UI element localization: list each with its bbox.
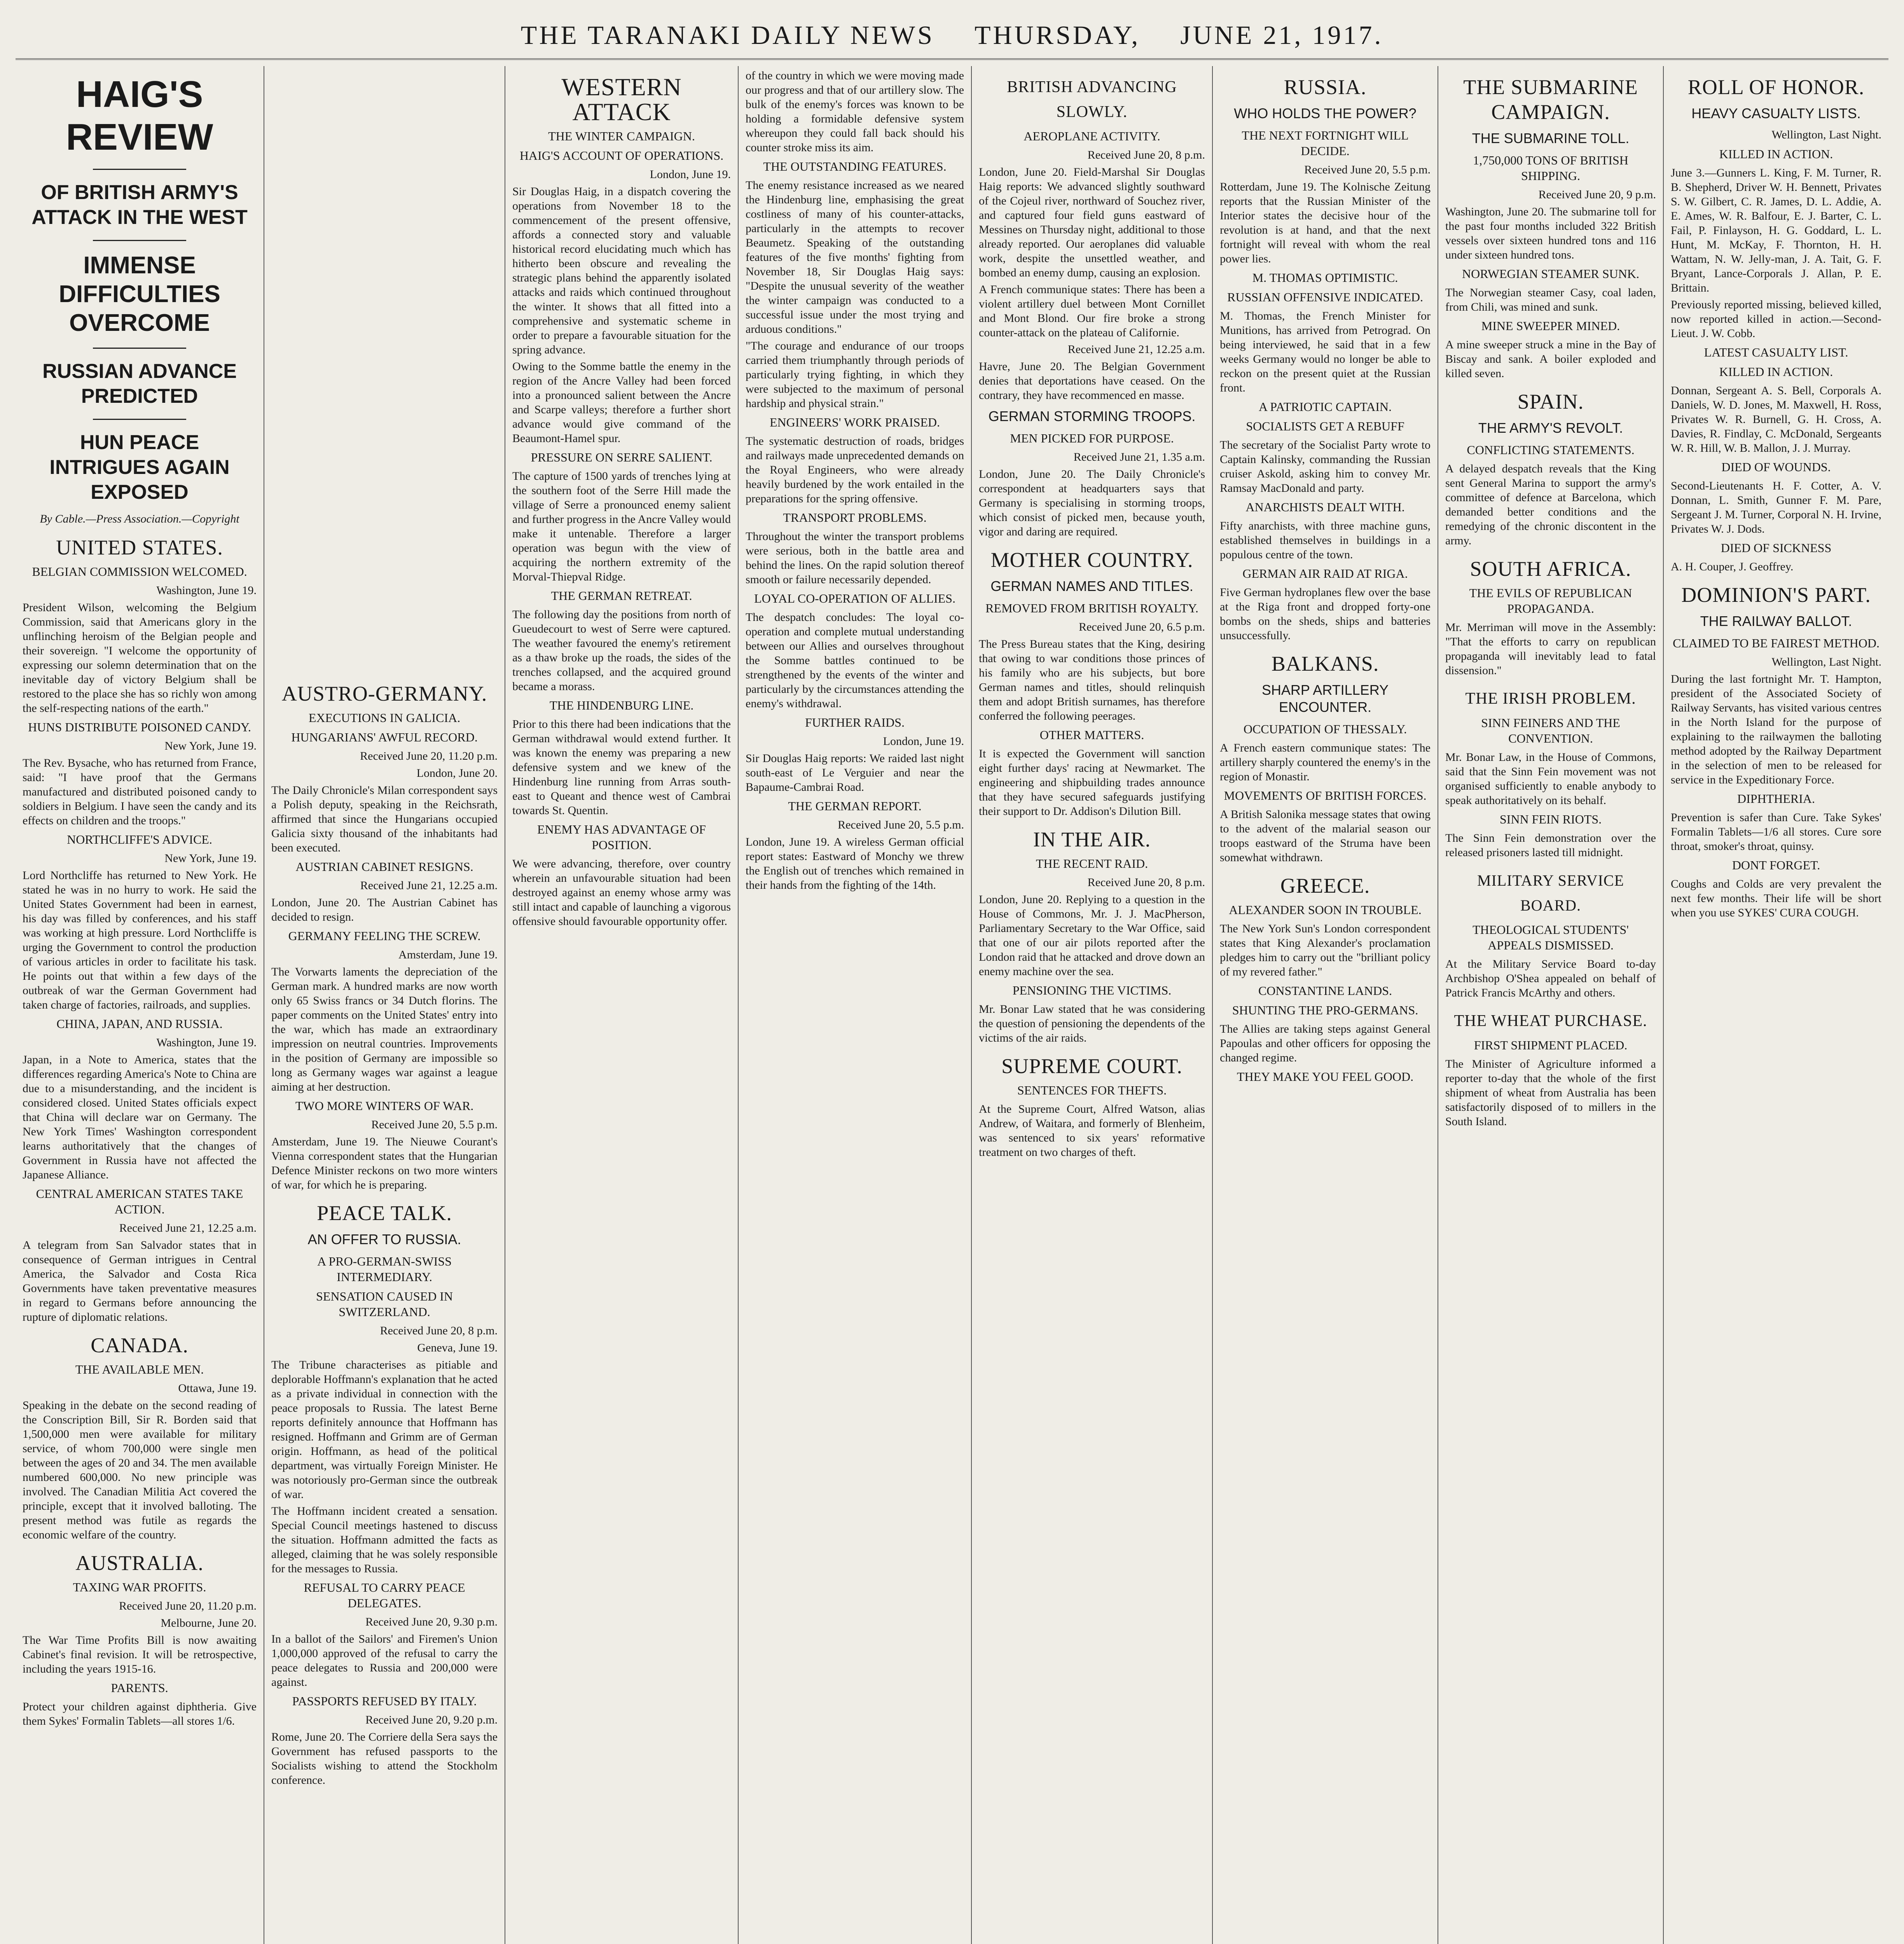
article-body: The Norwegian steamer Casy, coal laden, from Chili, was mined and sunk. bbox=[1445, 286, 1656, 313]
dateline: Received June 20, 8 p.m. bbox=[380, 1324, 498, 1337]
article-body: The Daily Chronicle's Milan correspondent says a Polish deputy, speaking in the Reichsrath, affirmed that since the Hungarians occupied Galicia sixty thousand of the inhabitants had been executed. bbox=[271, 784, 498, 854]
section-wheat-purchase: THE WHEAT PURCHASE. bbox=[1454, 1012, 1647, 1030]
section-austro-germany: AUSTRO-GERMANY. bbox=[281, 682, 487, 705]
subhead: THE EVILS OF REPUBLICAN PROPAGANDA. bbox=[1469, 586, 1632, 615]
subhead: ENEMY HAS ADVANTAGE OF POSITION. bbox=[537, 822, 706, 852]
subhead: NORTHCLIFFE'S ADVICE. bbox=[67, 832, 212, 846]
article-body: "The courage and endurance of our troops carried them triumphantly through periods of particularly trying fighting, in which they were subjected to the maximum of personal hardship and physical strain." bbox=[746, 339, 964, 410]
subhead: MEN PICKED FOR PURPOSE. bbox=[1010, 431, 1174, 445]
subhead: HUNGARIANS' AWFUL RECORD. bbox=[291, 730, 478, 744]
subhead: THE ARMY'S REVOLT. bbox=[1478, 420, 1623, 436]
subhead: TAXING WAR PROFITS. bbox=[73, 1580, 206, 1594]
section-western-attack: WESTERN ATTACK bbox=[561, 73, 682, 126]
subhead: THEY MAKE YOU FEEL GOOD. bbox=[1237, 1070, 1414, 1084]
subhead: M. THOMAS OPTIMISTIC. bbox=[1252, 271, 1398, 285]
section-roll-of-honor: ROLL OF HONOR. bbox=[1687, 75, 1865, 99]
article-body: Owing to the Somme battle the enemy in the region of the Ancre Valley had been forced into a pronounced salient between the Ancre and Scarpe valleys; therefore a further short advance would give command of the Beaumont-Hamel spur. bbox=[512, 360, 731, 445]
subhead: ENGINEERS' WORK PRAISED. bbox=[769, 415, 940, 429]
article-body: The Sinn Fein demonstration over the released prisoners lasted till midnight. bbox=[1445, 832, 1656, 859]
article-body: of the country in which we were moving made our progress and that of our artillery slow. The bulk of the enemy's forces was known to be holding a formidable defensive system whereupon they could fall back should his counter stroke miss its aim. bbox=[746, 69, 964, 154]
headline-hun-peace-intrigues: HUN PEACE INTRIGUES AGAIN EXPOSED bbox=[49, 431, 230, 503]
section-dominions-part: DOMINION'S PART. bbox=[1681, 583, 1871, 607]
subhead: GERMAN NAMES AND TITLES. bbox=[990, 578, 1193, 594]
section-canada: CANADA. bbox=[91, 1334, 189, 1357]
advertisement: Protect your children against diphtheria. Give them Sykes' Formalin Tablets—all stores 1/6. bbox=[23, 1700, 257, 1727]
subhead: DIPHTHERIA. bbox=[1737, 792, 1815, 806]
article-body: Fifty anarchists, with three machine guns, established themselves in buildings in a populous centre of the town. bbox=[1220, 519, 1431, 561]
subhead: THE RECENT RAID. bbox=[1036, 857, 1148, 871]
casualty-list: Donnan, Sergeant A. S. Bell, Corporals A. Daniels, W. D. Jones, M. Maxwell, H. Ross, Privates W. R. Burnell, G. H. Cross, A. Davies, R. Findlay, C. McDonald, Sergeants W. R. Hill, W. B. Mallon, J. J. Murray. bbox=[1671, 384, 1881, 455]
article-body: London, June 20. Replying to a question in the House of Commons, Mr. J. J. MacPherson, Parliamentary Secretary to the War Office, said that one of our air pilots reported after the London raid that he attacked and drove down an enemy machine over the sea. bbox=[979, 893, 1205, 978]
section-russia: RUSSIA. bbox=[1284, 75, 1367, 99]
article-body: The War Time Profits Bill is now awaiting Cabinet's final revision. It will be retrospective, including the years 1915-16. bbox=[23, 1634, 257, 1675]
subhead: NORWEGIAN STEAMER SUNK. bbox=[1462, 267, 1639, 281]
article-body: Mr. Merriman will move in the Assembly: "That the efforts to carry on republican propaganda will inevitably lead to fatal dissension." bbox=[1445, 621, 1656, 677]
dateline: Wellington, Last Night. bbox=[1771, 128, 1881, 141]
dateline: New York, June 19. bbox=[164, 852, 257, 865]
dateline: Received June 20, 9.20 p.m. bbox=[365, 1713, 498, 1726]
article-body: A French communique states: There has been a violent artillery duel between Mont Cornillet and Mont Blond. Our fire broke a strong counter-attack on the plateau of Californie. bbox=[979, 283, 1205, 339]
article-body: Mr. Bonar Law, in the House of Commons, said that the Sinn Fein movement was not organised sufficiently to enable anybody to speak authoritatively on its behalf. bbox=[1445, 751, 1656, 807]
section-british-advancing: BRITISH ADVANCING SLOWLY. bbox=[1007, 78, 1177, 121]
article-body: The capture of 1500 yards of trenches lying at the southern foot of the Serre Hill made the village of Serre a pronounced enemy salient and further progress in the Ancre Valley would make it untenable. Therefore a larger operation was begun with the view of acquiring the northern extremity of the Morval-Thiepval Ridge. bbox=[512, 470, 731, 583]
dateline: Received June 21, 12.25 a.m. bbox=[360, 879, 498, 892]
casualty-list: Second-Lieutenants H. F. Cotter, A. V. Donnan, L. Smith, Gunner F. M. Pare, Sergeant J. M. Turner, Corporal N. H. Irvine, Privates W. J. Dods. bbox=[1671, 479, 1881, 535]
section-in-the-air: IN THE AIR. bbox=[1033, 828, 1151, 851]
subhead: A PRO-GERMAN-SWISS INTERMEDIARY. bbox=[317, 1254, 452, 1284]
page-columns bbox=[16, 66, 1888, 1944]
dateline: Received June 20, 9.30 p.m. bbox=[365, 1615, 498, 1628]
subhead: BELGIAN COMMISSION WELCOMED. bbox=[32, 565, 247, 579]
article-body: The New York Sun's London correspondent states that King Alexander's proclamation pledges him to carry out the "brilliant policy of my revered father." bbox=[1220, 922, 1431, 978]
column-7 bbox=[1438, 66, 1664, 1944]
subhead: LOYAL CO-OPERATION OF ALLIES. bbox=[754, 591, 955, 605]
dateline: Received June 20, 11.20 p.m. bbox=[119, 1600, 257, 1612]
subhead: SHUNTING THE PRO-GERMANS. bbox=[1232, 1003, 1418, 1017]
article-body: London, June 20. Field-Marshal Sir Douglas Haig reports: We advanced slightly southward of the Cojeul river, northward of Souchez river, and captured four field guns eastward of Messines on Thursday night, additional to those already reported. Our aeroplanes did valuable work, despite the unsettled weather, and bombed an enemy dump, causing an explosion. bbox=[979, 166, 1205, 279]
subhead: OCCUPATION OF THESSALY. bbox=[1243, 722, 1407, 736]
article-body: In a ballot of the Sailors' and Firemen's Union 1,000,000 approved of the refusal to carry the peace delegates to Russia and 200,000 were against. bbox=[271, 1633, 498, 1689]
article-body: During the last fortnight Mr. T. Hampton, president of the Associated Society of Railway Servants, has visited various centres in the North Island for the purpose of explaining to the railwaymen the balloting method adopted by the Railway Department in the selection of men to be released for service in the Expeditionary Force. bbox=[1671, 673, 1881, 786]
subhead: SENTENCES FOR THEFTS. bbox=[1017, 1083, 1167, 1097]
article-body: We were advancing, therefore, over country wherein an unfavourable situation had been destroyed against an enemy whose army was still intact and capable of launching a vigorous offensive should favourable opportunity offer. bbox=[512, 857, 731, 928]
subhead: THE GERMAN REPORT. bbox=[788, 799, 922, 813]
subhead: GERMAN STORMING TROOPS. bbox=[988, 408, 1196, 424]
subhead: RUSSIAN OFFENSIVE INDICATED. bbox=[1227, 290, 1424, 304]
subhead: 1,750,000 TONS OF BRITISH SHIPPING. bbox=[1473, 153, 1628, 183]
subhead: CONFLICTING STATEMENTS. bbox=[1467, 443, 1635, 457]
issue-day: THURSDAY, bbox=[974, 20, 1141, 50]
section-military-service-board: MILITARY SERVICE BOARD. bbox=[1477, 872, 1625, 914]
dateline: Geneva, June 19. bbox=[417, 1341, 498, 1354]
article-body: The Press Bureau states that the King, desiring that owing to war conditions those princes of his family who are his subjects, but bore German names and titles, should relinquish them and adopt British surnames, has therefore conferred the following peerages. bbox=[979, 638, 1205, 722]
dateline: Received June 21, 1.35 a.m. bbox=[1073, 451, 1205, 463]
article-body: The Vorwarts laments the depreciation of the German mark. A hundred marks are now worth only 65 Swiss francs or 34 Dutch florins. The paper comments on the United States' entry into the war, which has made an extraordinary impression on neutral countries. Improvements in the position of Germany are impossible so long as Germany wages war against a league aiming at her destruction. bbox=[271, 965, 498, 1093]
article-body: A telegram from San Salvador states that in consequence of German intrigues in Central America, the Salvador and Costa Rica Governments have taken preventative measures in regard to Germans before announcing the rupture of diplomatic relations. bbox=[23, 1239, 257, 1323]
subhead: CONSTANTINE LANDS. bbox=[1258, 984, 1392, 998]
section-balkans: BALKANS. bbox=[1271, 652, 1379, 675]
subhead: KILLED IN ACTION. bbox=[1719, 365, 1833, 379]
dateline: Ottawa, June 19. bbox=[178, 1382, 257, 1395]
subhead: THE WINTER CAMPAIGN. bbox=[548, 129, 695, 143]
column-5 bbox=[972, 66, 1213, 1944]
article-body: M. Thomas, the French Minister for Munitions, has arrived from Petrograd. On being interviewed, he said that in a few weeks Germany would no longer be able to reckon on the present quiet at the Russian front. bbox=[1220, 309, 1431, 394]
article-body: Havre, June 20. The Belgian Government denies that deportations have ceased. On the contrary, they have recommenced en masse. bbox=[979, 360, 1205, 402]
article-body: A delayed despatch reveals that the King sent General Marina to support the army's committee of defence at Barcelona, which demanded better conditions and the remedying of the chronic discontent in the army. bbox=[1445, 462, 1656, 547]
dateline: Wellington, Last Night. bbox=[1771, 656, 1881, 668]
article-body: Rotterdam, June 19. The Kolnische Zeitung reports that the Russian Minister of the Interior states the decisive hour of the revolution is at hand, and that the next fortnight will reveal with whom the real power lies. bbox=[1220, 180, 1431, 265]
subhead: TWO MORE WINTERS OF WAR. bbox=[295, 1099, 474, 1113]
subhead: OTHER MATTERS. bbox=[1039, 728, 1144, 742]
article-body: The Hoffmann incident created a sensation. Special Council meetings hastened to discuss the situation. Hoffmann admitted the facts as alleged, claiming that he was solely responsible for the messages to Russia. bbox=[271, 1505, 498, 1575]
article-body: It is expected the Government will sanction eight further days' racing at Newmarket. The engineering and shipbuilding trades announce that they have secured safeguards justifying their support to Dr. Addison's Dilution Bill. bbox=[979, 747, 1205, 818]
dateline: Received June 20, 8 p.m. bbox=[1087, 149, 1205, 161]
subhead: THE SUBMARINE TOLL. bbox=[1472, 130, 1630, 146]
subhead: HUNS DISTRIBUTE POISONED CANDY. bbox=[28, 720, 251, 734]
article-body: The enemy resistance increased as we neared the Hindenburg line, emphasising the great costliness of many of his counter-attacks, particularly in the attempts to recover Beaumetz. Speaking of the outstanding features of the five months' fighting from November 18, Sir Douglas Haig says: "Despite the unusual severity of the weather the winter campaign was conducted to a successful issue under the most trying and arduous conditions." bbox=[746, 179, 964, 336]
headline-difficulties-overcome: IMMENSE DIFFICULTIES OVERCOME bbox=[59, 252, 220, 336]
dateline: London, June 19. bbox=[883, 735, 964, 748]
advertisement: Prevention is safer than Cure. Take Sykes' Formalin Tablets—1/6 all stores. Cure sore throat, smoker's throat, quinsy. bbox=[1671, 811, 1881, 853]
subhead: SOCIALISTS GET A REBUFF bbox=[1246, 419, 1404, 433]
article-body: President Wilson, welcoming the Belgium Commission, said that Americans glory in the unflinching heroism of the Belgian people and their sovereign. "I welcome the opportunity of expressing our solemn determination that on the inevitable day of victory Belgium shall be restored to the place she has so richly won among the self-respecting nations of the earth." bbox=[23, 601, 257, 715]
dateline: Received June 20, 11.20 p.m. bbox=[360, 750, 498, 762]
subhead: PENSIONING THE VICTIMS. bbox=[1012, 983, 1172, 997]
subhead: HEAVY CASUALTY LISTS. bbox=[1691, 105, 1861, 121]
article-body: Japan, in a Note to America, states that the differences regarding America's Note to China are due to a misunderstanding, and the incident is considered closed. United States officials expect that China will declare war on Germany. The New York Times' Washington correspondent learns authoritatively that the changes of Government in Russia have not affected the Japanese Alliance. bbox=[23, 1053, 257, 1181]
article-body: Sir Douglas Haig reports: We raided last night south-east of Le Verguier and near the Bapaume-Cambrai Road. bbox=[746, 752, 964, 794]
subhead: DONT FORGET. bbox=[1732, 858, 1820, 872]
subhead: CLAIMED TO BE FAIREST METHOD. bbox=[1673, 636, 1880, 650]
subhead: DIED OF WOUNDS. bbox=[1721, 460, 1831, 474]
subhead: THE HINDENBURG LINE. bbox=[549, 698, 694, 712]
column-6 bbox=[1213, 66, 1438, 1944]
section-united-states: UNITED STATES. bbox=[56, 536, 223, 559]
article-body: A French eastern communique states: The artillery sharply countered the enemy's in the region of Monastir. bbox=[1220, 741, 1431, 783]
subhead: PARENTS. bbox=[111, 1681, 168, 1695]
section-submarine-campaign: THE SUBMARINE CAMPAIGN. bbox=[1463, 75, 1638, 124]
article-body: Five German hydroplanes flew over the base at the Riga front and dropped forty-one bombs on the sheds, ships and batteries unsuccessfully. bbox=[1220, 586, 1431, 642]
subhead: WHO HOLDS THE POWER? bbox=[1234, 105, 1417, 121]
subhead: PASSPORTS REFUSED BY ITALY. bbox=[292, 1694, 477, 1708]
column-4 bbox=[739, 66, 972, 1944]
subhead: KILLED IN ACTION. bbox=[1719, 147, 1833, 161]
subhead: HAIG'S ACCOUNT OF OPERATIONS. bbox=[519, 149, 724, 163]
subhead: SHARP ARTILLERY ENCOUNTER. bbox=[1261, 682, 1389, 715]
article-body: At the Supreme Court, Alfred Watson, alias Andrew, of Waitara, and formerly of Blenheim, was sentenced to six years' reformative treatment on two charges of theft. bbox=[979, 1103, 1205, 1159]
masthead bbox=[16, 12, 1888, 60]
article-body: The following day the positions from north of Gueudecourt to west of Serre were captured. The weather favoured the enemy's retirement as a thaw broke up the roads, the sides of the trenches collapsed, and the acquired ground became a morass. bbox=[512, 608, 731, 693]
subhead: MINE SWEEPER MINED. bbox=[1481, 319, 1620, 333]
subhead: FIRST SHIPMENT PLACED. bbox=[1474, 1038, 1628, 1052]
advertisement: Coughs and Colds are very prevalent the next few months. Their life will be short when you use SYKES' CURA COUGH. bbox=[1671, 878, 1881, 919]
casualty-list: June 3.—Gunners L. King, F. M. Turner, R. B. Shepherd, Driver W. H. Bennett, Privates S. W. Gilbert, C. R. James, D. L. Addie, A. E. Ames, W. R. Balfour, E. J. Barter, C. L. Fail, P. Finlayson, H. G. Goddard, L. L. Hunt, M. McKay, F. Thornton, H. H. Wattam, N. W. Jelly-man, J. A. Tait, G. F. Bryant, Lance-Corporals J. Allan, P. E. Brittain. bbox=[1671, 166, 1881, 294]
dateline: Received June 21, 12.25 a.m. bbox=[119, 1222, 257, 1234]
article-body: Washington, June 20. The submarine toll for the past four months included 322 British vessels over sixteen hundred tons and 116 under sixteen hundred tons. bbox=[1445, 205, 1656, 261]
subhead: LATEST CASUALTY LIST. bbox=[1704, 345, 1848, 359]
section-mother-country: MOTHER COUNTRY. bbox=[990, 548, 1193, 572]
dateline: Received June 20, 6.5 p.m. bbox=[1079, 621, 1205, 633]
section-irish-problem: THE IRISH PROBLEM. bbox=[1465, 690, 1636, 708]
subhead: GERMAN AIR RAID AT RIGA. bbox=[1242, 566, 1408, 580]
casualty-list: A. H. Couper, J. Geoffrey. bbox=[1671, 560, 1794, 573]
subhead: AN OFFER TO RUSSIA. bbox=[307, 1231, 461, 1247]
subhead: THE NEXT FORTNIGHT WILL DECIDE. bbox=[1242, 128, 1409, 158]
article-body: The systematic destruction of roads, bridges and railways made unprecedented demands on the Royal Engineers, who were already heavily burdened by the work entailed in the preparations for the spring offensive. bbox=[746, 435, 964, 505]
subhead: THE RAILWAY BALLOT. bbox=[1700, 613, 1852, 629]
dateline: Washington, June 19. bbox=[156, 1036, 257, 1049]
subhead: PRESSURE ON SERRE SALIENT. bbox=[531, 450, 713, 464]
dateline: Received June 20, 5.5 p.m. bbox=[1304, 163, 1431, 176]
dateline: Received June 20, 9 p.m. bbox=[1538, 188, 1656, 201]
dateline: London, June 20. bbox=[416, 767, 498, 780]
article-body: Speaking in the debate on the second reading of the Conscription Bill, Sir R. Borden said that 1,500,000 men were available for military service, of whom 700,000 were single men between the ages of 20 and 34. The men available numbered 600,000. No new principle was involved. The Canadian Militia Act covered the principle, except that it involved balloting. The present method was futile as regards the economic welfare of the country. bbox=[23, 1399, 257, 1541]
article-body: A British Salonika message states that owing to the advent of the malarial season our troops eastward of the Struma have been somewhat withdrawn. bbox=[1220, 808, 1431, 864]
article-body: Prior to this there had been indications that the German withdrawal would extend further. It was known the enemy was preparing a new defensive system and we knew of the Hindenburg line running from Arras south-east to Queant and thence west of Cambrai towards St. Quentin. bbox=[512, 718, 731, 817]
article-body: Amsterdam, June 19. The Nieuwe Courant's Vienna correspondent states that the Hungarian Defence Minister reckons on two more winters of war, for which he is preparing. bbox=[271, 1135, 498, 1191]
article-body: The Minister of Agriculture informed a reporter to-day that the whole of the first shipment of wheat from Australia has been satisfactorily disposed of to millers in the South Island. bbox=[1445, 1058, 1656, 1128]
article-body: Sir Douglas Haig, in a dispatch covering the operations from November 18 to the commencement of the present offensive, affords a connected story and valuable historical record elucidating much which has hitherto been obscure and revealing the strategic plans behind the apparently isolated attacks and raids which continued throughout the winter. It shows that all fitted into a comprehensive and systematic scheme in order to prepare a favourable situation for the spring advance. bbox=[512, 185, 731, 356]
section-peace-talk: PEACE TALK. bbox=[317, 1201, 452, 1225]
dateline: Washington, June 19. bbox=[156, 584, 257, 597]
dateline: Melbourne, June 20. bbox=[161, 1617, 257, 1629]
article-body: London, June 20. The Austrian Cabinet has decided to resign. bbox=[271, 896, 498, 923]
subhead: FURTHER RAIDS. bbox=[805, 715, 905, 729]
article-body: Lord Northcliffe has returned to New York. He stated he was in no hurry to work. He said the United States Government had been in earnest, his day was filled by conferences, and his staff was working at high pressure. Lord Northcliffe is urging the Government to control the production of various articles in order to facilitate his task. He points out that within a few days of the outbreak of war the German Government had taken charge of factories, railroads, and supplies. bbox=[23, 869, 257, 1011]
subhead: CHINA, JAPAN, AND RUSSIA. bbox=[56, 1017, 223, 1031]
article-body: The secretary of the Socialist Party wrote to Captain Kalinsky, commanding the Russian cruiser Askold, asking him to convey Mr. Ramsay MacDonald and party. bbox=[1220, 439, 1431, 495]
subhead: SINN FEINERS AND THE CONVENTION. bbox=[1481, 716, 1620, 745]
casualty-list: Previously reported missing, believed killed, now reported killed in action.—Second-Lieut. J. W. Cobb. bbox=[1671, 298, 1881, 340]
subhead: THE GERMAN RETREAT. bbox=[551, 589, 692, 603]
subhead: SENSATION CAUSED IN SWITZERLAND. bbox=[316, 1289, 453, 1319]
article-body: Mr. Bonar Law stated that he was considering the question of pensioning the dependents of the victims of the air raids. bbox=[979, 1003, 1205, 1044]
byline: By Cable.—Press Association.—Copyright bbox=[40, 512, 239, 525]
subhead: REMOVED FROM BRITISH ROYALTY. bbox=[985, 601, 1198, 615]
article-body: At the Military Service Board to-day Archbishop O'Shea appealed on behalf of Patrick Francis McArthy and others. bbox=[1445, 958, 1656, 999]
dateline: New York, June 19. bbox=[164, 739, 257, 752]
section-spain: SPAIN. bbox=[1517, 390, 1584, 413]
column-1 bbox=[16, 66, 264, 1944]
subhead: AUSTRIAN CABINET RESIGNS. bbox=[295, 860, 473, 874]
article-body: Throughout the winter the transport problems were serious, both in the battle area and behind the lines. On the rapid solution thereof smooth or failure necessarily depended. bbox=[746, 530, 964, 586]
article-body: The despatch concludes: The loyal co-operation and complete mutual understanding between our Allies and ourselves throughout the Somme battles continued to be strengthened by the events of the winter and particularly by the circumstances attending the enemy's withdrawal. bbox=[746, 611, 964, 710]
article-body: The Allies are taking steps against General Papoulas and other officers for opposing the changed regime. bbox=[1220, 1023, 1431, 1064]
article-body: A mine sweeper struck a mine in the Bay of Biscay and sank. A boiler exploded and killed seven. bbox=[1445, 338, 1656, 380]
subhead: THE AVAILABLE MEN. bbox=[75, 1362, 204, 1376]
section-south-africa: SOUTH AFRICA. bbox=[1470, 557, 1632, 580]
article-body: Rome, June 20. The Corriere della Sera says the Government has refused passports to the Socialists wishing to attend the Stockholm conference. bbox=[271, 1731, 498, 1787]
dateline: Received June 20, 5.5 p.m. bbox=[371, 1118, 498, 1131]
issue-date: JUNE 21, 1917. bbox=[1180, 20, 1383, 50]
subhead: ALEXANDER SOON IN TROUBLE. bbox=[1229, 903, 1422, 917]
section-greece: GREECE. bbox=[1280, 874, 1370, 897]
section-australia: AUSTRALIA. bbox=[75, 1551, 204, 1575]
column-8 bbox=[1664, 66, 1888, 1944]
dateline: London, June 19. bbox=[650, 168, 731, 181]
subhead: EXECUTIONS IN GALICIA. bbox=[308, 711, 461, 725]
subhead: THE OUTSTANDING FEATURES. bbox=[763, 159, 947, 173]
article-body: London, June 20. The Daily Chronicle's correspondent at headquarters says that Germany is specialising in storming troops, which consist of picked men, because youth, vigor and daring are required. bbox=[979, 468, 1205, 538]
subhead: AEROPLANE ACTIVITY. bbox=[1024, 129, 1160, 143]
subhead: THEOLOGICAL STUDENTS' APPEALS DISMISSED. bbox=[1473, 923, 1629, 952]
paper-name: THE TARANAKI DAILY NEWS bbox=[521, 20, 935, 50]
subhead: DIED OF SICKNESS bbox=[1721, 541, 1832, 555]
subhead: SINN FEIN RIOTS. bbox=[1499, 812, 1602, 826]
column-3 bbox=[505, 66, 739, 1944]
subhead: REFUSAL TO CARRY PEACE DELEGATES. bbox=[304, 1580, 465, 1610]
dateline: Received June 20, 5.5 p.m. bbox=[838, 818, 964, 831]
section-supreme-court: SUPREME COURT. bbox=[1001, 1054, 1183, 1078]
subhead: GERMANY FEELING THE SCREW. bbox=[288, 929, 481, 943]
dateline: Received June 20, 8 p.m. bbox=[1087, 876, 1205, 889]
dateline: Received June 21, 12.25 a.m. bbox=[1067, 343, 1205, 356]
subhead: ANARCHISTS DEALT WITH. bbox=[1245, 500, 1405, 514]
article-body: London, June 19. A wireless German official report states: Eastward of Monchy we threw the English out of trenches which remained in their hands from the fighting of the 14th. bbox=[746, 836, 964, 892]
headline-attack-in-west: OF BRITISH ARMY'S ATTACK IN THE WEST bbox=[31, 181, 248, 229]
column-2 bbox=[264, 66, 505, 1944]
headline-haigs-review: HAIG'S REVIEW bbox=[66, 73, 213, 158]
subhead: MOVEMENTS OF BRITISH FORCES. bbox=[1224, 788, 1427, 802]
article-body: The Tribune characterises as pitiable and deplorable Hoffmann's explanation that he acted as a private individual in connection with the peace proposals to Russia. The latest Berne reports definitely announce that Hoffmann has resigned. Hoffmann and Grimm are of German origin. Hoffmann, as head of the political department, was virtually Foreign Minister. He was notoriously pro-German since the outbreak of war. bbox=[271, 1358, 498, 1501]
subhead: A PATRIOTIC CAPTAIN. bbox=[1258, 400, 1392, 414]
subhead: CENTRAL AMERICAN STATES TAKE ACTION. bbox=[36, 1187, 243, 1216]
article-body: The Rev. Bysache, who has returned from France, said: "I have proof that the Germans manufactured and distributed poisoned candy to soldiers in Belgium. I have seen the candy and its effects on children and the troops." bbox=[23, 757, 257, 827]
subhead: TRANSPORT PROBLEMS. bbox=[783, 510, 927, 524]
dateline: Amsterdam, June 19. bbox=[398, 948, 498, 961]
headline-russian-advance: RUSSIAN ADVANCE PREDICTED bbox=[42, 360, 237, 407]
